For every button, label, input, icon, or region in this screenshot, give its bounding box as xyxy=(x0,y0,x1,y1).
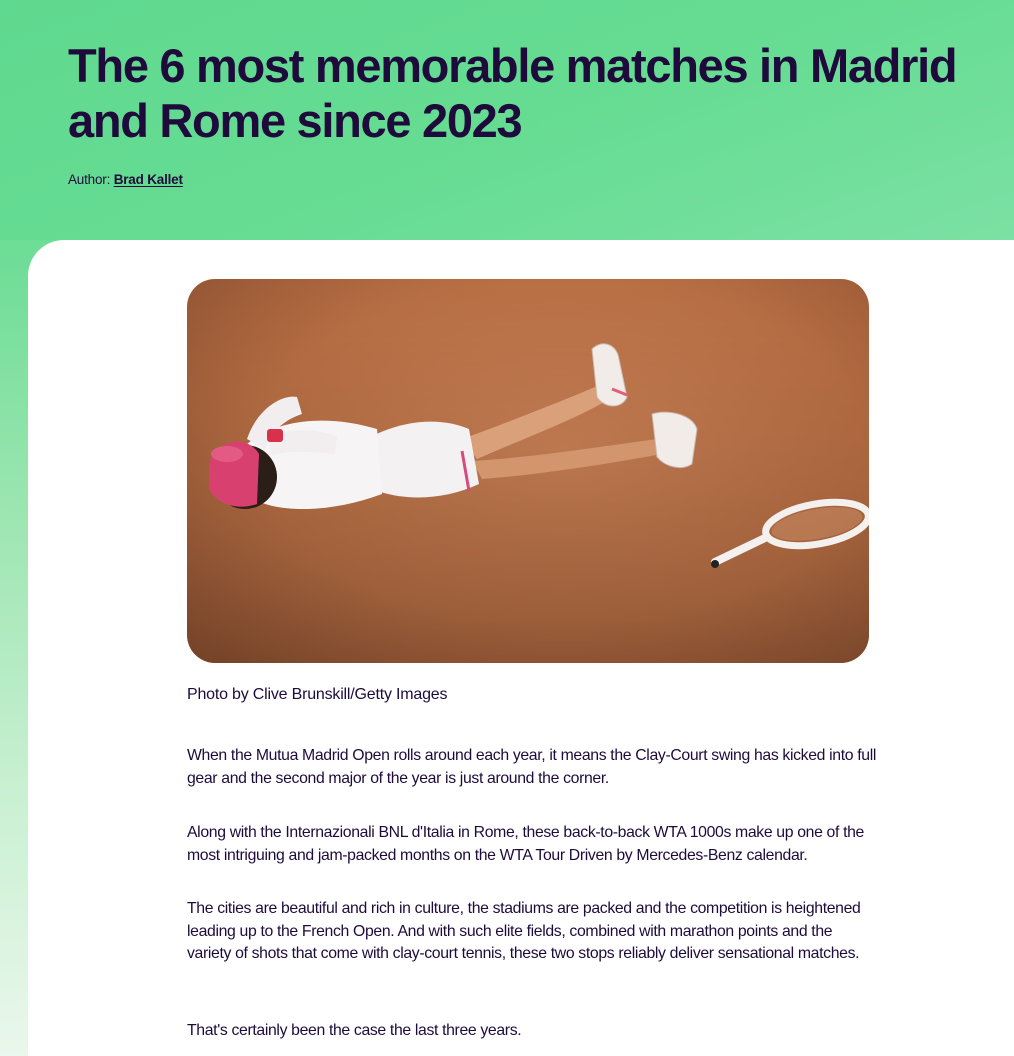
paragraph-3: The cities are beautiful and rich in culture, the stadiums are packed and the competition is heightened leading up to the French Open. And with such elite fields, combined with marathon points and the variety of shots that come with clay-court tennis, these two stops reliably deliver sensational matches. xyxy=(187,900,861,962)
photo-caption: Photo by Clive Brunskill/Getty Images xyxy=(187,686,448,703)
author-label: Author: xyxy=(68,172,111,187)
author-byline xyxy=(68,172,183,187)
page-title: The 6 most memorable matches in Madrid and Rome since 2023 xyxy=(68,39,957,147)
hero-photo xyxy=(187,279,869,663)
paragraph-2: Along with the Internazionali BNL d'Italia in Rome, these back-to-back WTA 1000s make up one of the most intriguing and jam-packed months on the WTA Tour Driven by Mercedes-Benz calendar. xyxy=(187,824,864,864)
author-link[interactable]: Brad Kallet xyxy=(113,172,183,187)
paragraph-1: When the Mutua Madrid Open rolls around each year, it means the Clay-Court swing has kicked into full gear and the second major of the year is just around the corner. xyxy=(187,747,877,787)
paragraph-4: That's certainly been the case the last three years. xyxy=(187,1022,522,1039)
